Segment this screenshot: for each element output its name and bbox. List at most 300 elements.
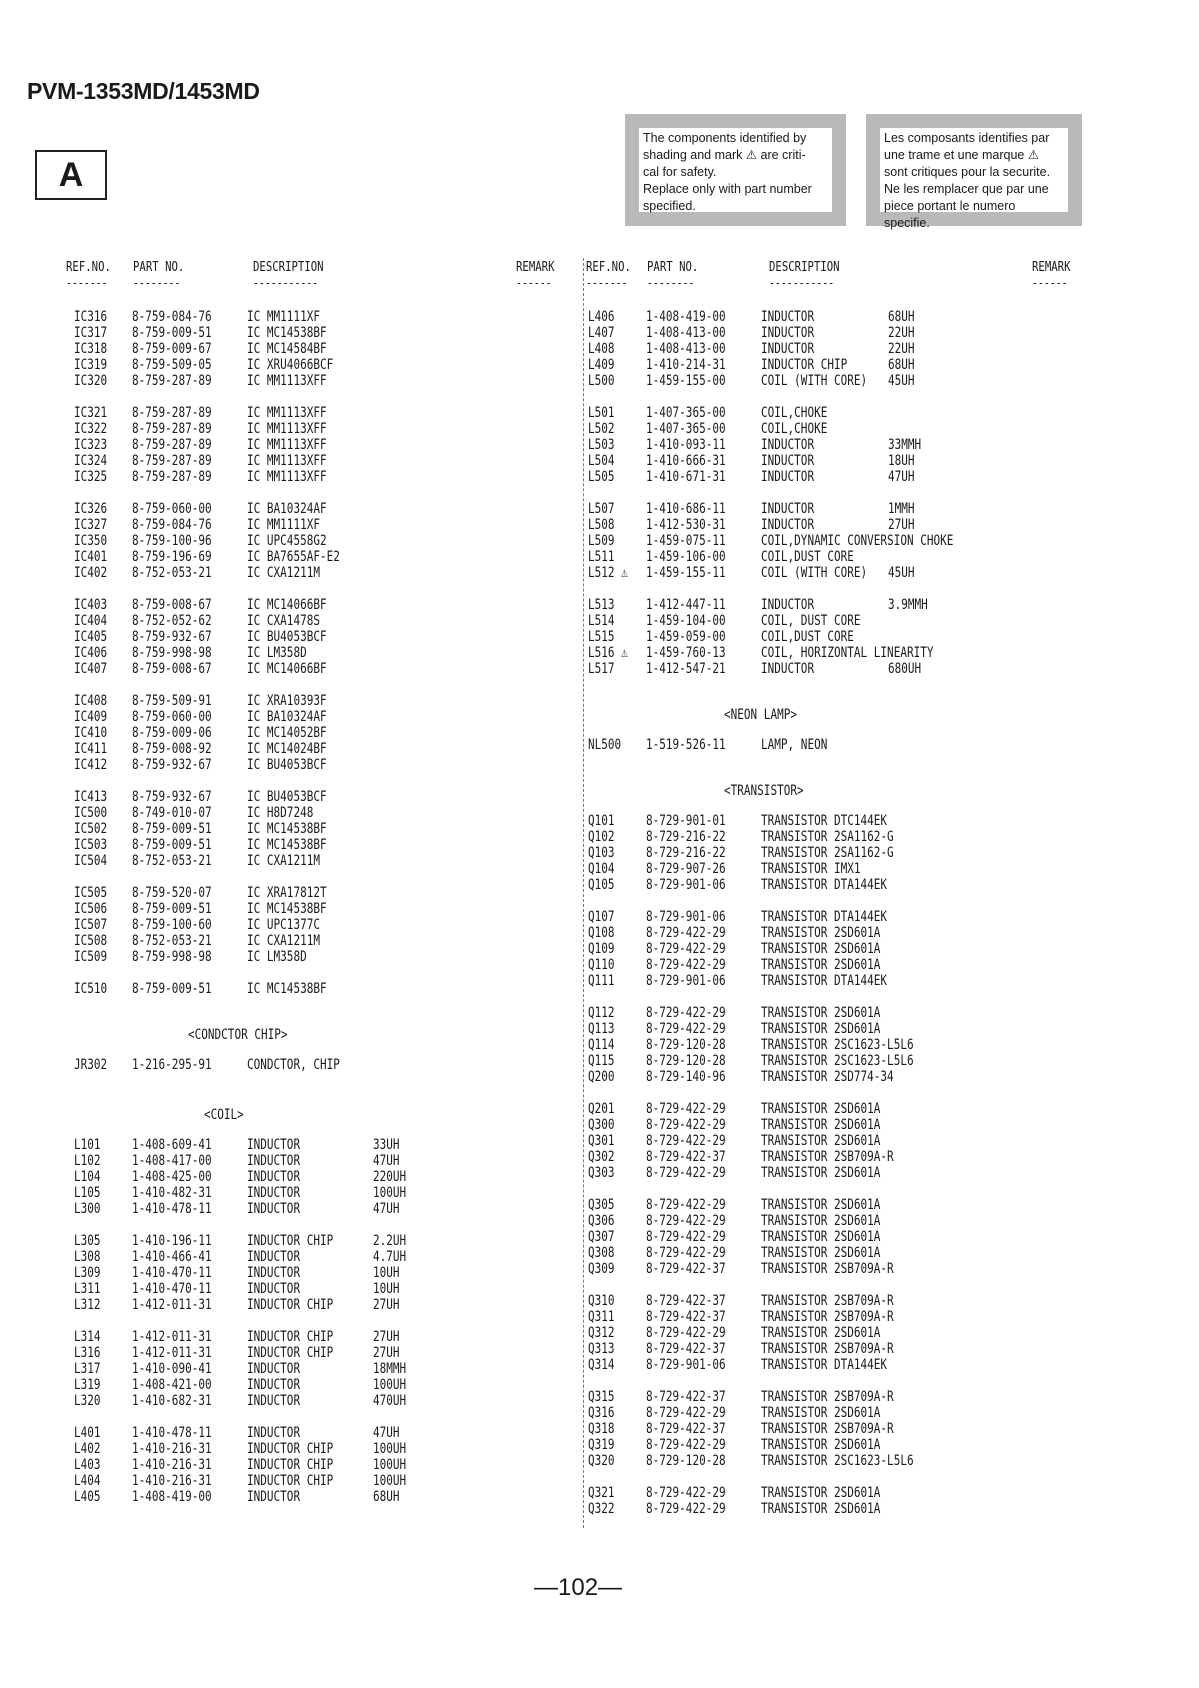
cell-description: IC MM1111XF <box>247 309 320 325</box>
cell-description: IC MC14538BF <box>247 901 327 917</box>
cell-part-no: 1-410-470-11 <box>132 1265 212 1281</box>
cell-value: 47UH <box>373 1425 400 1441</box>
cell-ref-no: IC324 <box>74 453 108 469</box>
cell-description: TRANSISTOR DTA144EK <box>761 1357 888 1373</box>
cell-description: TRANSISTOR 2SD601A <box>761 1437 881 1453</box>
cell-ref-no: Q301 <box>588 1133 615 1149</box>
cell-ref-no: IC508 <box>74 933 108 949</box>
cell-description: INDUCTOR <box>247 1169 301 1185</box>
notice-line: piece portant le numero specifie. <box>884 199 1016 230</box>
cell-part-no: 8-729-422-37 <box>646 1421 726 1437</box>
cell-part-no: 1-459-075-11 <box>646 533 726 549</box>
cell-part-no: 1-410-478-11 <box>132 1201 212 1217</box>
cell-part-no: 1-459-155-11 <box>646 565 726 581</box>
cell-part-no: 8-729-422-29 <box>646 925 726 941</box>
cell-description: IC MC14052BF <box>247 725 327 741</box>
cell-ref-no: L515 <box>588 629 615 645</box>
cell-ref-no: Q313 <box>588 1341 615 1357</box>
section-letter-box: A <box>35 150 107 200</box>
cell-part-no: 8-729-422-29 <box>646 1101 726 1117</box>
cell-part-no: 8-729-901-06 <box>646 1357 726 1373</box>
cell-part-no: 8-729-422-29 <box>646 1133 726 1149</box>
cell-description: INDUCTOR <box>247 1265 301 1281</box>
cell-value: 18MMH <box>373 1361 407 1377</box>
cell-description: TRANSISTOR 2SD601A <box>761 957 881 973</box>
cell-description: IC BA10324AF <box>247 501 327 517</box>
cell-description: TRANSISTOR 2SD601A <box>761 1005 881 1021</box>
cell-value: 220UH <box>373 1169 407 1185</box>
cell-description: LAMP, NEON <box>761 737 828 753</box>
cell-description: INDUCTOR <box>247 1393 301 1409</box>
cell-ref-no: IC509 <box>74 949 108 965</box>
cell-part-no: 8-759-009-06 <box>132 725 212 741</box>
cell-part-no: 1-410-666-31 <box>646 453 726 469</box>
cell-ref-no: L300 <box>74 1201 101 1217</box>
cell-part-no: 8-759-100-96 <box>132 533 212 549</box>
cell-ref-no: JR302 <box>74 1057 108 1073</box>
cell-description: TRANSISTOR IMX1 <box>761 861 861 877</box>
cell-value: 22UH <box>888 341 915 357</box>
cell-ref-no: IC505 <box>74 885 108 901</box>
cell-part-no: 8-759-100-60 <box>132 917 212 933</box>
cell-part-no: 1-459-104-00 <box>646 613 726 629</box>
cell-part-no: 8-752-053-21 <box>132 853 212 869</box>
document-title: PVM-1353MD/1453MD <box>27 78 260 104</box>
cell-ref-no: Q103 <box>588 845 615 861</box>
cell-description: IC BA10324AF <box>247 709 327 725</box>
cell-part-no: 8-729-422-37 <box>646 1149 726 1165</box>
cell-part-no: 8-729-901-06 <box>646 973 726 989</box>
cell-part-no: 8-759-509-91 <box>132 693 212 709</box>
cell-description: TRANSISTOR 2SD601A <box>761 1021 881 1037</box>
cell-ref-no: Q307 <box>588 1229 615 1245</box>
cell-description: COIL (WITH CORE) <box>761 373 868 389</box>
safety-notice-english <box>625 114 846 226</box>
cell-description: TRANSISTOR 2SD601A <box>761 1229 881 1245</box>
cell-ref-no: Q107 <box>588 909 615 925</box>
cell-ref-no: IC319 <box>74 357 108 373</box>
cell-ref-no: L314 <box>74 1329 101 1345</box>
section-transistor: <TRANSISTOR> <box>724 783 804 799</box>
cell-ref-no: IC402 <box>74 565 108 581</box>
cell-part-no: 1-410-478-11 <box>132 1425 212 1441</box>
notice-line: Les composants identifies par <box>884 131 1050 145</box>
cell-ref-no: Q113 <box>588 1021 615 1037</box>
cell-part-no: 1-410-214-31 <box>646 357 726 373</box>
cell-part-no: 8-759-196-69 <box>132 549 212 565</box>
cell-part-no: 1-459-059-00 <box>646 629 726 645</box>
cell-part-no: 8-729-422-29 <box>646 1213 726 1229</box>
cell-part-no: 8-729-422-29 <box>646 1197 726 1213</box>
cell-ref-no: Q319 <box>588 1437 615 1453</box>
cell-description: IC LM358D <box>247 645 307 661</box>
cell-ref-no: Q108 <box>588 925 615 941</box>
cell-value: 100UH <box>373 1185 407 1201</box>
cell-part-no: 1-408-421-00 <box>132 1377 212 1393</box>
cell-description: INDUCTOR <box>247 1137 301 1153</box>
cell-ref-no: IC327 <box>74 517 108 533</box>
cell-part-no: 8-759-287-89 <box>132 405 212 421</box>
cell-part-no: 8-759-060-00 <box>132 709 212 725</box>
cell-description: TRANSISTOR 2SB709A-R <box>761 1293 894 1309</box>
cell-part-no: 8-729-422-29 <box>646 1165 726 1181</box>
cell-part-no: 1-410-216-31 <box>132 1473 212 1489</box>
cell-ref-no: Q300 <box>588 1117 615 1133</box>
cell-description: INDUCTOR <box>761 501 815 517</box>
cell-ref-no: IC500 <box>74 805 108 821</box>
cell-part-no: 8-759-009-51 <box>132 821 212 837</box>
cell-description: COIL,CHOKE <box>761 405 828 421</box>
cell-value: 27UH <box>373 1345 400 1361</box>
cell-description: INDUCTOR <box>247 1377 301 1393</box>
cell-description: INDUCTOR <box>247 1281 301 1297</box>
cell-part-no: 8-729-422-37 <box>646 1261 726 1277</box>
notice-line: The components identified by <box>643 131 807 145</box>
cell-description: TRANSISTOR 2SC1623-L5L6 <box>761 1453 914 1469</box>
cell-ref-no: Q310 <box>588 1293 615 1309</box>
cell-part-no: 1-407-365-00 <box>646 405 726 421</box>
cell-description: IC MM1113XFF <box>247 469 327 485</box>
header-dash-desc-left: ----------- <box>253 276 319 290</box>
cell-ref-no: L105 <box>74 1185 101 1201</box>
cell-ref-no: IC510 <box>74 981 108 997</box>
cell-ref-no: L319 <box>74 1377 101 1393</box>
cell-part-no: 1-412-011-31 <box>132 1297 212 1313</box>
cell-description: CONDCTOR, CHIP <box>247 1057 340 1073</box>
cell-ref-no: Q112 <box>588 1005 615 1021</box>
notice-line: une trame et une marque ⚠ <box>884 148 1040 162</box>
cell-ref-no: IC410 <box>74 725 108 741</box>
cell-part-no: 8-759-998-98 <box>132 949 212 965</box>
cell-ref-no: IC506 <box>74 901 108 917</box>
cell-description: COIL,DUST CORE <box>761 629 854 645</box>
cell-part-no: 8-729-901-06 <box>646 909 726 925</box>
cell-ref-no: Q302 <box>588 1149 615 1165</box>
cell-description: IC CXA1211M <box>247 565 320 581</box>
cell-ref-no: L311 <box>74 1281 101 1297</box>
cell-description: TRANSISTOR 2SD774-34 <box>761 1069 894 1085</box>
cell-part-no: 8-729-422-29 <box>646 1437 726 1453</box>
cell-description: TRANSISTOR 2SD601A <box>761 1197 881 1213</box>
cell-part-no: 1-410-090-41 <box>132 1361 212 1377</box>
cell-ref-no: IC407 <box>74 661 108 677</box>
cell-part-no: 8-759-008-67 <box>132 661 212 677</box>
cell-ref-no: L309 <box>74 1265 101 1281</box>
cell-description: TRANSISTOR 2SD601A <box>761 1325 881 1341</box>
cell-ref-no: IC325 <box>74 469 108 485</box>
cell-ref-no: IC318 <box>74 341 108 357</box>
cell-ref-no: Q306 <box>588 1213 615 1229</box>
cell-ref-no: L505 <box>588 469 615 485</box>
cell-ref-no: Q201 <box>588 1101 615 1117</box>
right-parts-column <box>588 309 1188 1569</box>
cell-ref-no: Q315 <box>588 1389 615 1405</box>
cell-value: 45UH <box>888 373 915 389</box>
cell-description: INDUCTOR CHIP <box>247 1345 334 1361</box>
cell-ref-no: IC413 <box>74 789 108 805</box>
cell-value: 33UH <box>373 1137 400 1153</box>
cell-description: IC H8D7248 <box>247 805 314 821</box>
header-description-right: DESCRIPTION <box>769 260 840 275</box>
cell-ref-no: Q115 <box>588 1053 615 1069</box>
cell-description: IC MM1113XFF <box>247 421 327 437</box>
cell-part-no: 8-729-422-29 <box>646 1245 726 1261</box>
cell-description: TRANSISTOR 2SC1623-L5L6 <box>761 1053 914 1069</box>
cell-description: TRANSISTOR 2SD601A <box>761 1165 881 1181</box>
cell-value: 680UH <box>888 661 922 677</box>
cell-description: TRANSISTOR DTC144EK <box>761 813 888 829</box>
cell-part-no: 1-408-419-00 <box>646 309 726 325</box>
cell-part-no: 8-729-216-22 <box>646 845 726 861</box>
cell-part-no: 8-749-010-07 <box>132 805 212 821</box>
cell-ref-no: L502 <box>588 421 615 437</box>
cell-ref-no: IC405 <box>74 629 108 645</box>
cell-description: COIL,DUST CORE <box>761 549 854 565</box>
cell-value: 45UH <box>888 565 915 581</box>
cell-part-no: 1-412-547-21 <box>646 661 726 677</box>
cell-ref-no: Q312 <box>588 1325 615 1341</box>
cell-ref-no: IC401 <box>74 549 108 565</box>
cell-value: 4.7UH <box>373 1249 407 1265</box>
cell-ref-no: IC412 <box>74 757 108 773</box>
cell-part-no: 8-759-060-00 <box>132 501 212 517</box>
cell-part-no: 1-410-196-11 <box>132 1233 212 1249</box>
cell-description: IC BU4053BCF <box>247 789 327 805</box>
cell-ref-no: L403 <box>74 1457 101 1473</box>
cell-part-no: 8-759-509-05 <box>132 357 212 373</box>
cell-part-no: 1-410-466-41 <box>132 1249 212 1265</box>
cell-part-no: 8-752-053-21 <box>132 933 212 949</box>
cell-part-no: 1-410-216-31 <box>132 1457 212 1473</box>
cell-ref-no: Q316 <box>588 1405 615 1421</box>
cell-description: TRANSISTOR 2SD601A <box>761 1501 881 1517</box>
cell-part-no: 8-729-422-37 <box>646 1341 726 1357</box>
cell-description: COIL,CHOKE <box>761 421 828 437</box>
cell-part-no: 1-407-365-00 <box>646 421 726 437</box>
cell-description: INDUCTOR <box>247 1361 301 1377</box>
cell-part-no: 1-408-609-41 <box>132 1137 212 1153</box>
cell-ref-no: L514 <box>588 613 615 629</box>
header-dash-desc-right: ----------- <box>769 276 835 290</box>
section-condctor-chip: <CONDCTOR CHIP> <box>188 1027 288 1043</box>
cell-ref-no: L500 <box>588 373 615 389</box>
cell-description: INDUCTOR <box>761 517 815 533</box>
header-description-left: DESCRIPTION <box>253 260 324 275</box>
cell-value: 10UH <box>373 1281 400 1297</box>
header-part-no-left: PART NO. <box>133 260 185 275</box>
cell-ref-no: L509 <box>588 533 615 549</box>
cell-part-no: 8-759-932-67 <box>132 629 212 645</box>
cell-part-no: 8-729-422-29 <box>646 1501 726 1517</box>
cell-description: TRANSISTOR 2SD601A <box>761 941 881 957</box>
cell-part-no: 1-459-106-00 <box>646 549 726 565</box>
safety-notice-french-text <box>880 128 1068 230</box>
cell-description: IC XRA10393F <box>247 693 327 709</box>
cell-part-no: 8-729-422-29 <box>646 1021 726 1037</box>
cell-ref-no: Q318 <box>588 1421 615 1437</box>
cell-description: IC XRA17812T <box>247 885 327 901</box>
cell-description: INDUCTOR CHIP <box>247 1441 334 1457</box>
cell-ref-no: IC408 <box>74 693 108 709</box>
cell-part-no: 8-759-287-89 <box>132 421 212 437</box>
page-number: —102— <box>534 1574 623 1601</box>
cell-description: TRANSISTOR 2SD601A <box>761 925 881 941</box>
cell-ref-no: Q101 <box>588 813 615 829</box>
cell-ref-no: L503 <box>588 437 615 453</box>
cell-value: 470UH <box>373 1393 407 1409</box>
cell-description: TRANSISTOR 2SA1162-G <box>761 829 894 845</box>
safety-notice-french <box>866 114 1082 230</box>
cell-ref-no: IC409 <box>74 709 108 725</box>
cell-value: 100UH <box>373 1473 407 1489</box>
cell-ref-no: Q110 <box>588 957 615 973</box>
cell-part-no: 8-729-422-37 <box>646 1389 726 1405</box>
cell-description: TRANSISTOR 2SD601A <box>761 1133 881 1149</box>
cell-part-no: 8-729-422-29 <box>646 1229 726 1245</box>
cell-part-no: 1-408-413-00 <box>646 325 726 341</box>
cell-description: INDUCTOR <box>247 1249 301 1265</box>
cell-part-no: 8-759-287-89 <box>132 453 212 469</box>
notice-line: sont critiques pour la securite. <box>884 165 1051 179</box>
cell-ref-no: IC322 <box>74 421 108 437</box>
cell-ref-no: L516 ⚠ <box>588 645 628 661</box>
cell-description: IC LM358D <box>247 949 307 965</box>
cell-part-no: 8-759-932-67 <box>132 757 212 773</box>
cell-part-no: 1-410-216-31 <box>132 1441 212 1457</box>
cell-part-no: 8-759-009-51 <box>132 981 212 997</box>
cell-description: INDUCTOR <box>761 309 815 325</box>
cell-description: INDUCTOR CHIP <box>247 1329 334 1345</box>
header-ref-no-right: REF.NO. <box>586 260 631 275</box>
cell-description: INDUCTOR <box>761 661 815 677</box>
cell-ref-no: Q308 <box>588 1245 615 1261</box>
cell-ref-no: L305 <box>74 1233 101 1249</box>
cell-ref-no: L405 <box>74 1489 101 1505</box>
cell-ref-no: L508 <box>588 517 615 533</box>
cell-description: TRANSISTOR 2SA1162-G <box>761 845 894 861</box>
cell-ref-no: L402 <box>74 1441 101 1457</box>
cell-ref-no: L513 <box>588 597 615 613</box>
cell-ref-no: L104 <box>74 1169 101 1185</box>
notice-line: shading and mark ⚠ are criti- <box>643 148 806 162</box>
cell-description: INDUCTOR <box>247 1489 301 1505</box>
cell-description: IC CXA1211M <box>247 853 320 869</box>
cell-description: TRANSISTOR 2SD601A <box>761 1485 881 1501</box>
cell-ref-no: L101 <box>74 1137 101 1153</box>
cell-ref-no: L501 <box>588 405 615 421</box>
cell-part-no: 1-408-413-00 <box>646 341 726 357</box>
cell-ref-no: IC323 <box>74 437 108 453</box>
cell-ref-no: L512 ⚠ <box>588 565 628 581</box>
cell-part-no: 8-759-287-89 <box>132 437 212 453</box>
cell-part-no: 1-410-682-31 <box>132 1393 212 1409</box>
cell-description: IC MM1113XFF <box>247 437 327 453</box>
cell-description: INDUCTOR CHIP <box>247 1457 334 1473</box>
cell-ref-no: L308 <box>74 1249 101 1265</box>
cell-description: IC BA7655AF-E2 <box>247 549 340 565</box>
section-neon-lamp: <NEON LAMP> <box>724 707 797 723</box>
cell-ref-no: Q104 <box>588 861 615 877</box>
cell-ref-no: L408 <box>588 341 615 357</box>
cell-description: IC MC14538BF <box>247 325 327 341</box>
cell-description: IC MC14538BF <box>247 981 327 997</box>
notice-line: Ne les remplacer que par une <box>884 182 1049 196</box>
cell-description: TRANSISTOR 2SB709A-R <box>761 1421 894 1437</box>
cell-ref-no: Q321 <box>588 1485 615 1501</box>
header-ref-no-left: REF.NO. <box>66 260 111 275</box>
cell-description: INDUCTOR CHIP <box>761 357 848 373</box>
cell-description: INDUCTOR <box>761 469 815 485</box>
cell-description: INDUCTOR <box>761 325 815 341</box>
cell-ref-no: Q200 <box>588 1069 615 1085</box>
cell-value: 33MMH <box>888 437 922 453</box>
cell-value: 100UH <box>373 1441 407 1457</box>
section-coil: <COIL> <box>204 1107 244 1123</box>
cell-description: TRANSISTOR DTA144EK <box>761 973 888 989</box>
cell-ref-no: IC503 <box>74 837 108 853</box>
column-divider <box>583 258 584 1528</box>
cell-description: TRANSISTOR 2SD601A <box>761 1245 881 1261</box>
cell-part-no: 8-729-422-29 <box>646 941 726 957</box>
cell-ref-no: Q109 <box>588 941 615 957</box>
cell-description: IC MM1113XFF <box>247 453 327 469</box>
cell-value: 10UH <box>373 1265 400 1281</box>
cell-description: IC MM1113XFF <box>247 373 327 389</box>
cell-part-no: 8-729-216-22 <box>646 829 726 845</box>
cell-description: TRANSISTOR 2SB709A-R <box>761 1261 894 1277</box>
cell-description: INDUCTOR CHIP <box>247 1233 334 1249</box>
cell-ref-no: Q303 <box>588 1165 615 1181</box>
cell-ref-no: IC504 <box>74 853 108 869</box>
cell-value: 27UH <box>888 517 915 533</box>
header-remark-right: REMARK <box>1032 260 1071 275</box>
cell-ref-no: Q309 <box>588 1261 615 1277</box>
cell-ref-no: L409 <box>588 357 615 373</box>
cell-part-no: 1-459-155-00 <box>646 373 726 389</box>
cell-ref-no: Q314 <box>588 1357 615 1373</box>
cell-ref-no: Q105 <box>588 877 615 893</box>
cell-part-no: 1-412-530-31 <box>646 517 726 533</box>
cell-description: TRANSISTOR 2SD601A <box>761 1405 881 1421</box>
cell-value: 18UH <box>888 453 915 469</box>
cell-description: IC MC14538BF <box>247 821 327 837</box>
cell-description: IC MM1111XF <box>247 517 320 533</box>
cell-value: 3.9MMH <box>888 597 928 613</box>
cell-part-no: 1-408-425-00 <box>132 1169 212 1185</box>
cell-ref-no: IC507 <box>74 917 108 933</box>
cell-ref-no: IC502 <box>74 821 108 837</box>
cell-part-no: 8-729-140-96 <box>646 1069 726 1085</box>
cell-description: IC MC14584BF <box>247 341 327 357</box>
header-dash-remark-right: ------ <box>1032 276 1068 290</box>
cell-part-no: 8-759-008-67 <box>132 597 212 613</box>
cell-ref-no: L317 <box>74 1361 101 1377</box>
notice-line: Replace only with part number <box>643 182 812 196</box>
cell-description: IC CXA1478S <box>247 613 320 629</box>
cell-ref-no: IC411 <box>74 741 108 757</box>
cell-part-no: 8-752-053-21 <box>132 565 212 581</box>
cell-ref-no: L407 <box>588 325 615 341</box>
cell-part-no: 8-729-120-28 <box>646 1037 726 1053</box>
cell-description: TRANSISTOR DTA144EK <box>761 909 888 925</box>
cell-part-no: 1-410-482-31 <box>132 1185 212 1201</box>
cell-part-no: 8-729-422-37 <box>646 1309 726 1325</box>
cell-part-no: 8-729-422-37 <box>646 1293 726 1309</box>
cell-ref-no: IC321 <box>74 405 108 421</box>
cell-description: IC MC14066BF <box>247 661 327 677</box>
cell-ref-no: L102 <box>74 1153 101 1169</box>
cell-description: IC UPC1377C <box>247 917 320 933</box>
